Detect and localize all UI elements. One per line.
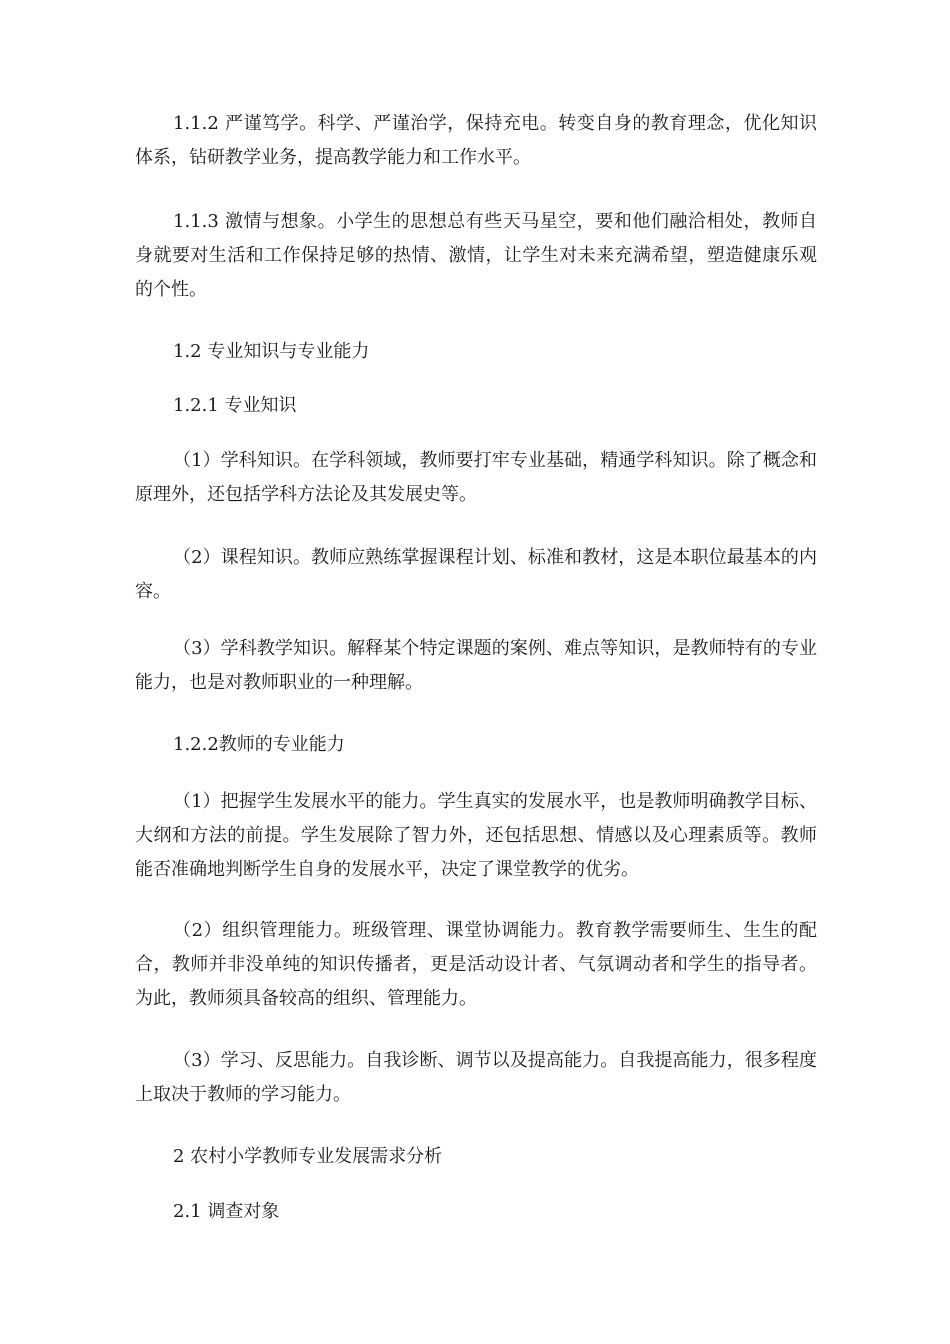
paragraph-1-1-2: 1.1.2 严谨笃学。科学、严谨治学，保持充电。转变自身的教育理念，优化知识体系，钻研教学业务，提高教学能力和工作水平。 xyxy=(135,113,817,168)
paragraph-curriculum-knowledge: （2）课程知识。教师应熟练掌握课程计划、标准和教材，这是本职位最基本的内容。 xyxy=(135,547,817,602)
heading-1-2-1: 1.2.1 专业知识 xyxy=(173,395,297,416)
paragraph-pedagogical-knowledge: （3）学科教学知识。解释某个特定课题的案例、难点等知识，是教师特有的专业能力，也是对教师职业的一种理解。 xyxy=(135,638,817,693)
heading-1-2-2: 1.2.2教师的专业能力 xyxy=(173,734,345,755)
paragraph-organization-management: （2）组织管理能力。班级管理、课堂协调能力。教育教学需要师生、生生的配合，教师并非没单纯的知识传播者，更是活动设计者、气氛调动者和学生的指导者。为此，教师须具备较高的组织、管理能力。 xyxy=(135,920,817,1009)
heading-1-2: 1.2 专业知识与专业能力 xyxy=(173,341,370,362)
heading-2-1: 2.1 调查对象 xyxy=(173,1201,280,1222)
paragraph-student-development: （1）把握学生发展水平的能力。学生真实的发展水平，也是教师明确教学目标、大纲和方法的前提。学生发展除了智力外，还包括思想、情感以及心理素质等。教师能否准确地判断学生自身的发展水平，决定了课堂教学的优劣。 xyxy=(135,791,817,880)
paragraph-subject-knowledge: （1）学科知识。在学科领域，教师要打牢专业基础，精通学科知识。除了概念和原理外，还包括学科方法论及其发展史等。 xyxy=(135,450,817,505)
paragraph-1-1-3: 1.1.3 激情与想象。小学生的思想总有些天马星空，要和他们融洽相处，教师自身就要对生活和工作保持足够的热情、激情，让学生对未来充满希望，塑造健康乐观的个性。 xyxy=(135,211,817,300)
heading-2: 2 农村小学教师专业发展需求分析 xyxy=(173,1146,443,1167)
paragraph-learning-reflection: （3）学习、反思能力。自我诊断、调节以及提高能力。自我提高能力，很多程度上取决于教师的学习能力。 xyxy=(135,1050,817,1105)
